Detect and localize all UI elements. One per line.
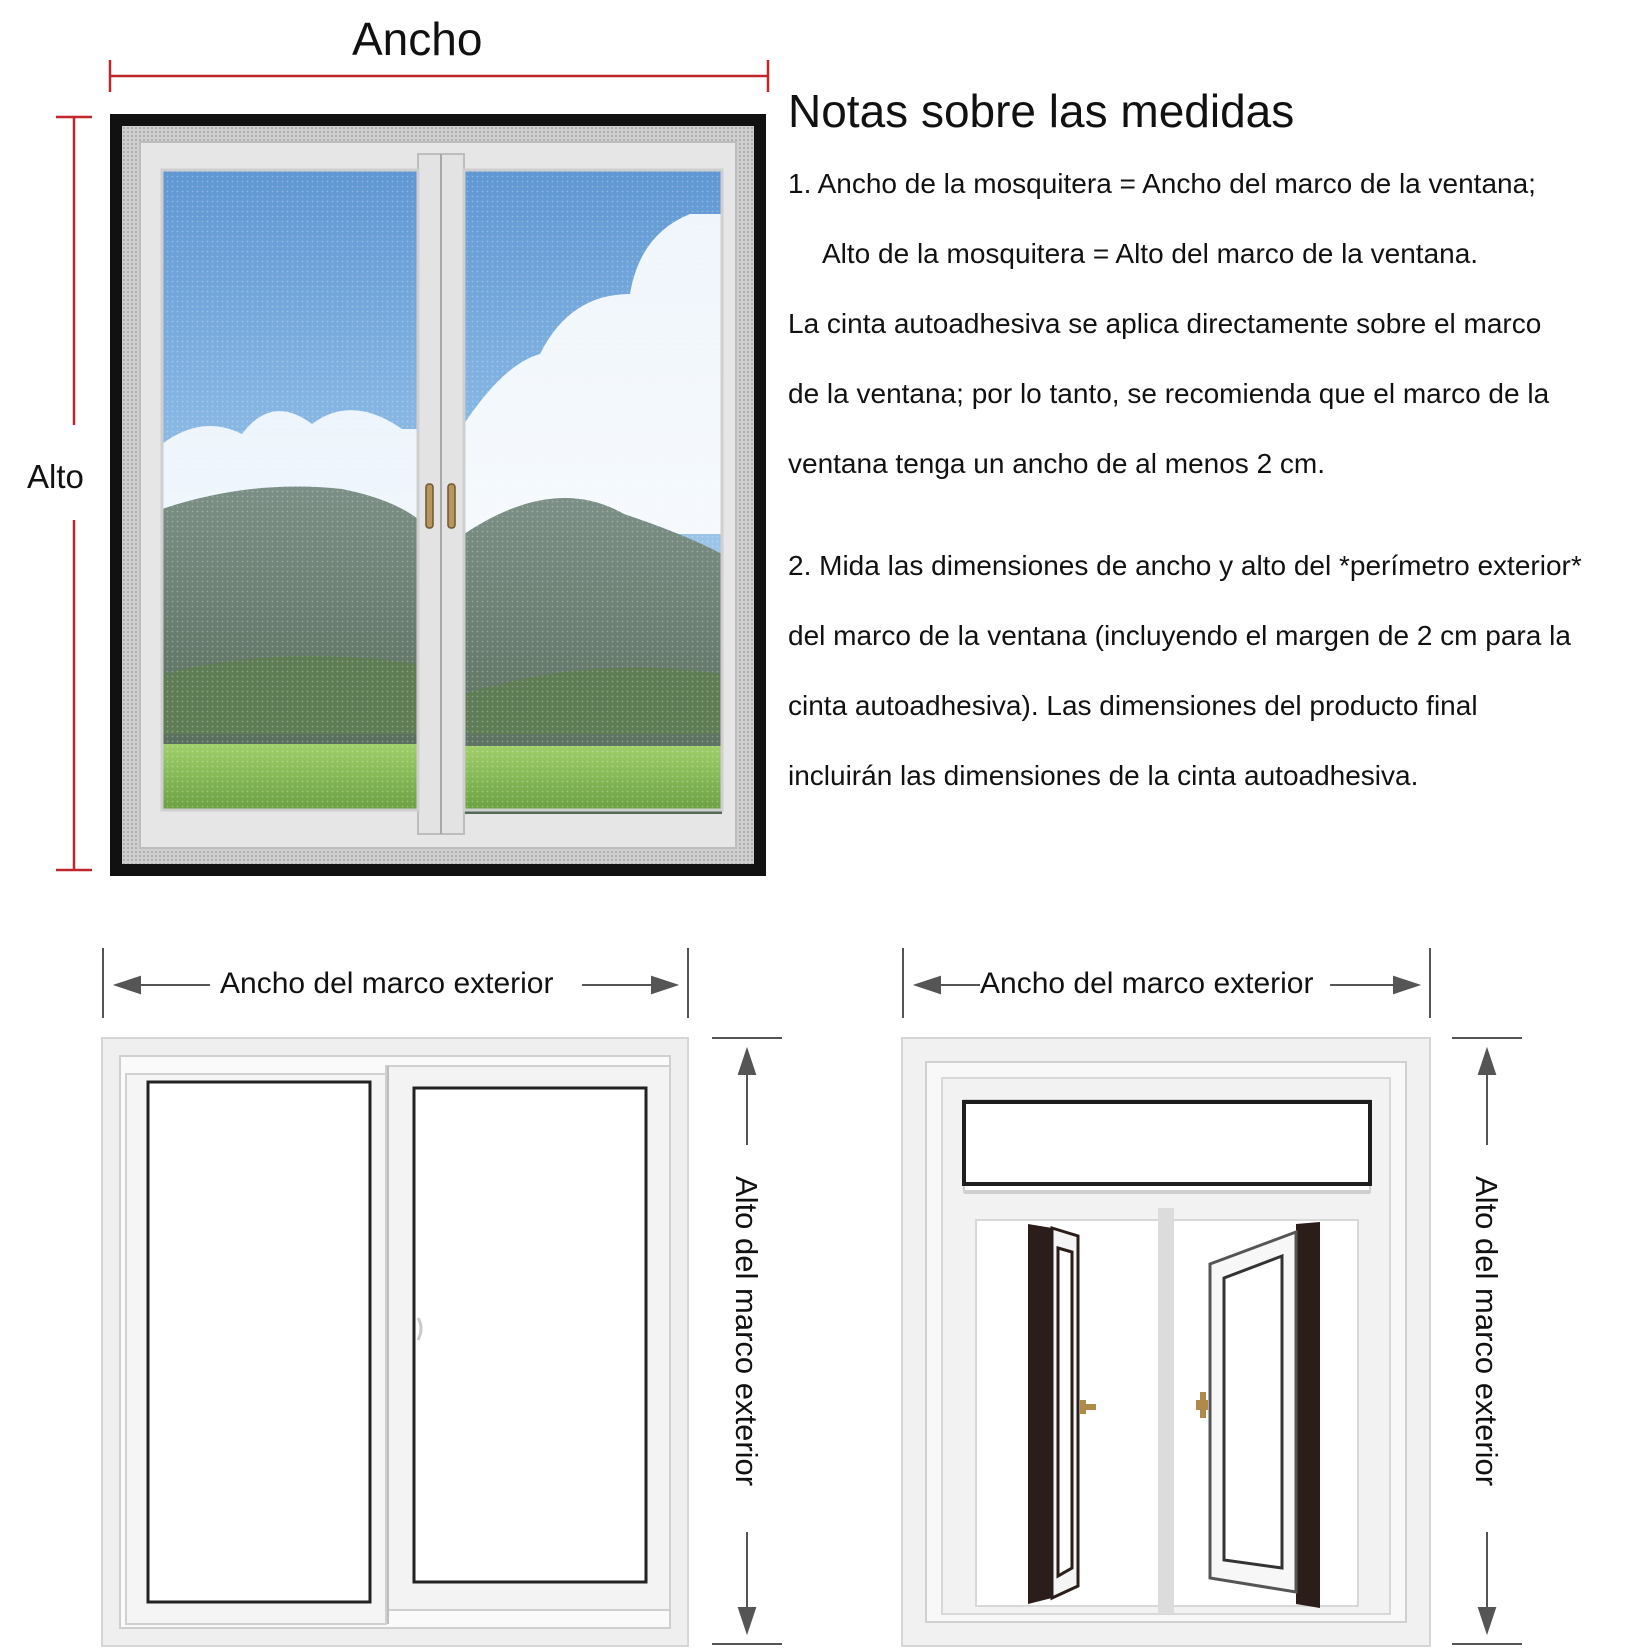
note-line-4: de la ventana; por lo tanto, se recomienda que el marco de la	[788, 378, 1550, 409]
note-line-9: incluirán las dimensiones de la cinta autoadhesiva.	[788, 760, 1419, 791]
left-window-width-label: Ancho del marco exterior	[220, 967, 554, 1000]
note-line-6: 2. Mida las dimensiones de ancho y alto del *perímetro exterior*	[788, 550, 1582, 581]
right-window-width-label: Ancho del marco exterior	[980, 967, 1314, 1000]
casement-window-illustration	[902, 1038, 1430, 1646]
note-line-5: ventana tenga un ancho de al menos 2 cm.	[788, 448, 1326, 479]
note-line-1: 1. Ancho de la mosquitera = Ancho del marco de la ventana;	[788, 168, 1536, 199]
width-label: Ancho	[352, 13, 483, 65]
note-line-2: Alto de la mosquitera = Alto del marco de la ventana.	[822, 238, 1479, 269]
note-line-7: del marco de la ventana (incluyendo el margen de 2 cm para la	[788, 620, 1571, 651]
note-line-3: La cinta autoadhesiva se aplica directamente sobre el marco	[788, 308, 1542, 339]
height-label: Alto	[27, 458, 84, 495]
right-window-height-label: Alto del marco exterior	[1469, 1176, 1504, 1487]
left-window-height-label: Alto del marco exterior	[729, 1176, 764, 1487]
notes-title: Notas sobre las medidas	[788, 85, 1295, 137]
note-line-8: cinta autoadhesiva). Las dimensiones del producto final	[788, 690, 1478, 721]
